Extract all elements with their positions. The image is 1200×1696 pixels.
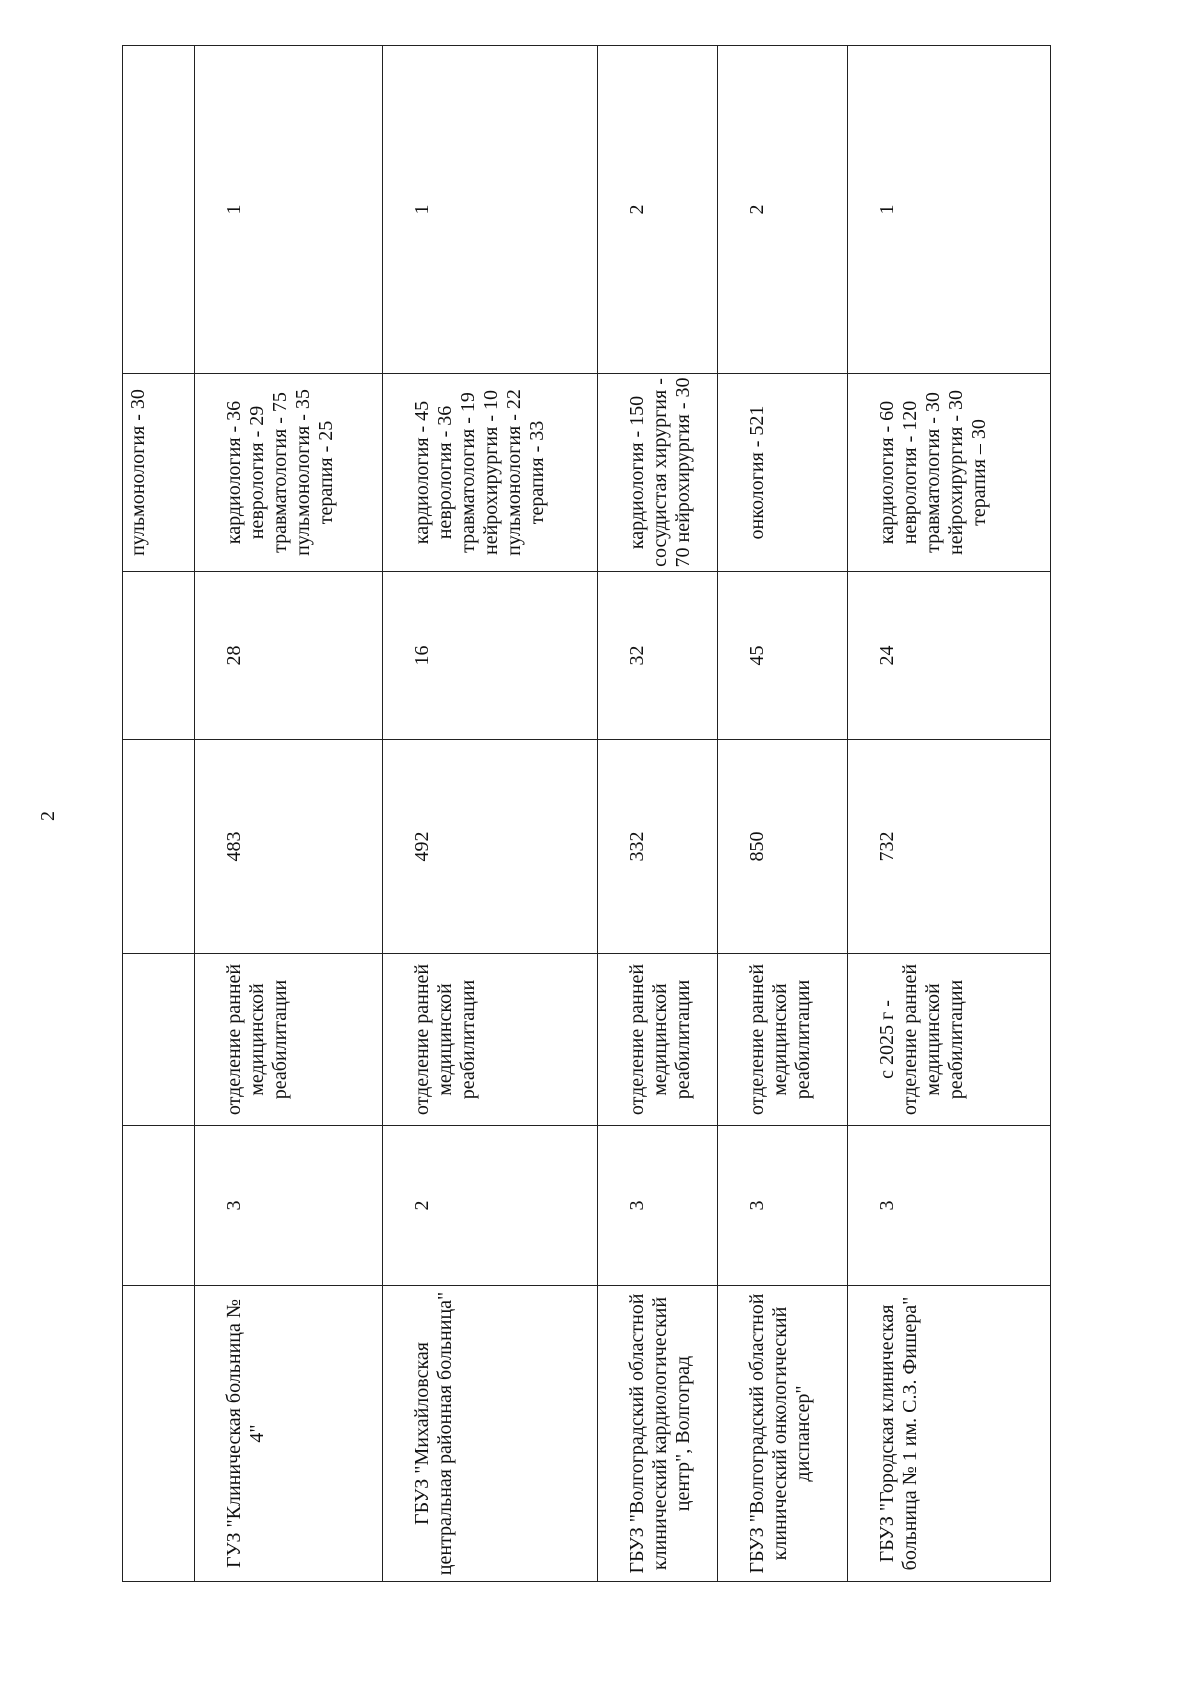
- table-cell: 3: [195, 1126, 383, 1286]
- table-cell: 2: [383, 1126, 598, 1286]
- table-cell-profiles: кардиология - 36 неврология - 29 травматология - 75 пульмонология - 35 терапия - 25: [195, 374, 383, 572]
- table-cell: 492: [383, 740, 598, 954]
- table-row: [718, 46, 848, 1582]
- table-row-continuation: [123, 46, 195, 1582]
- table-cell: [123, 740, 195, 954]
- table-cell: 3: [848, 1126, 1051, 1286]
- table-cell: [123, 1126, 195, 1286]
- page-number: 2: [37, 811, 59, 821]
- table-cell: 28: [195, 572, 383, 740]
- table-cell-profiles: кардиология - 150 сосудистая хирургия - 70 нейрохирургия - 30: [598, 374, 718, 572]
- table-cell: 483: [195, 740, 383, 954]
- table-cell: [123, 572, 195, 740]
- table-cell: 3: [598, 1126, 718, 1286]
- table-cell: отделение ранней медицинской реабилитации: [383, 954, 598, 1126]
- table-row: [195, 46, 383, 1582]
- table-cell-institution: ГБУЗ "Волгоградский областной клинический онкологический диспансер": [718, 1286, 848, 1582]
- table-cell: 2: [718, 46, 848, 374]
- table-cell: 24: [848, 572, 1051, 740]
- table-cell: 1: [195, 46, 383, 374]
- table-cell: 2: [598, 46, 718, 374]
- table-cell: пульмонология - 30: [123, 374, 195, 572]
- table-row: [383, 46, 598, 1582]
- table-cell: отделение ранней медицинской реабилитации: [718, 954, 848, 1126]
- table-cell: 732: [848, 740, 1051, 954]
- table-row: [598, 46, 718, 1582]
- table-cell: 1: [848, 46, 1051, 374]
- table-cell-institution: ГУЗ "Клиническая больница № 4": [195, 1286, 383, 1582]
- table-cell: 1: [383, 46, 598, 374]
- table-cell: [123, 46, 195, 374]
- rehab-table: [122, 45, 1051, 1582]
- table-cell-institution: ГБУЗ "Городская клиническая больница № 1 им. С.З. Фишера": [848, 1286, 1051, 1582]
- table-cell: отделение ранней медицинской реабилитации: [598, 954, 718, 1126]
- table-cell: 45: [718, 572, 848, 740]
- table-cell: [123, 954, 195, 1126]
- table-cell-profiles: кардиология - 45 неврология - 36 травматология - 19 нейрохирургия - 10 пульмонология - 22 терапия - 33: [383, 374, 598, 572]
- table-cell: [123, 1286, 195, 1582]
- table-cell: 3: [718, 1126, 848, 1286]
- table-row: [848, 46, 1051, 1582]
- table-cell-profiles: онкология - 521: [718, 374, 848, 572]
- table-cell: 332: [598, 740, 718, 954]
- table-cell: 32: [598, 572, 718, 740]
- table-cell-institution: ГБУЗ "Михайловская центральная районная больница": [383, 1286, 598, 1582]
- table-cell: 850: [718, 740, 848, 954]
- table-cell-profiles: кардиология - 60 неврология - 120 травматология - 30 нейрохирургия - 30 терапия – 30: [848, 374, 1051, 572]
- rotated-table-wrapper: [122, 46, 1050, 1582]
- table-cell-institution: ГБУЗ "Волгоградский областной клинический кардиологический центр", Волгоград: [598, 1286, 718, 1582]
- table-cell: отделение ранней медицинской реабилитации: [195, 954, 383, 1126]
- table-cell: с 2025 г - отделение ранней медицинской реабилитации: [848, 954, 1051, 1126]
- table-cell: 16: [383, 572, 598, 740]
